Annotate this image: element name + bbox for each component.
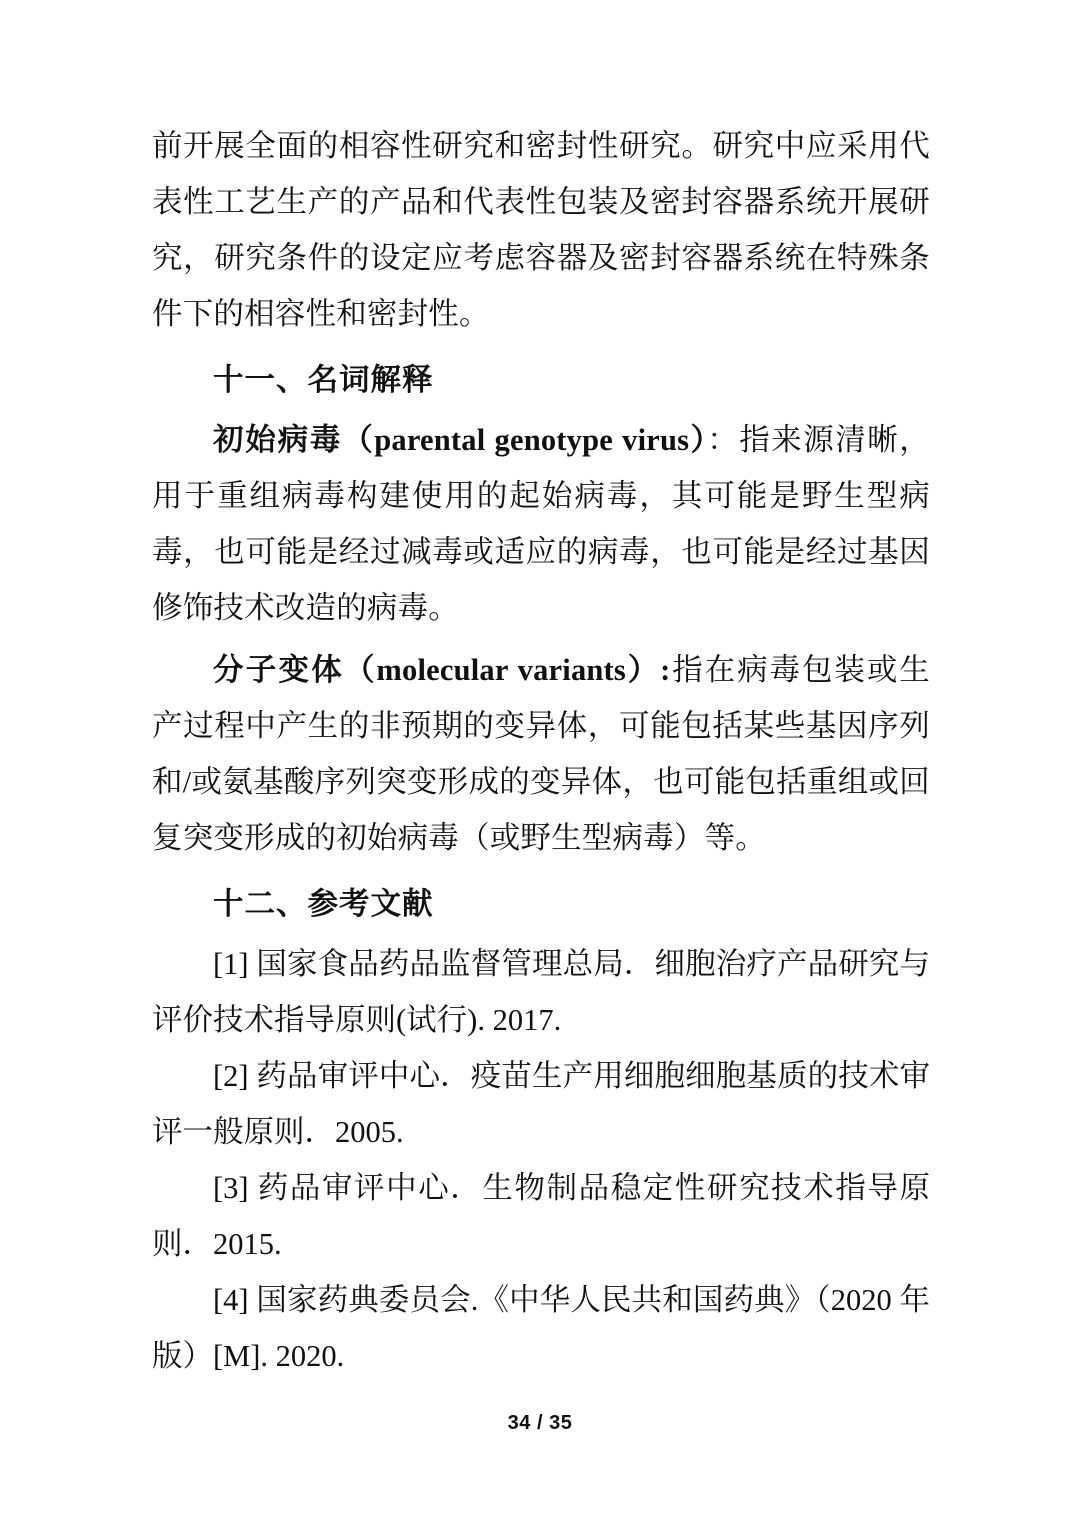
- term-name-en: （parental genotype virus）: [342, 423, 708, 457]
- reference-item: [1] 国家食品药品监督管理总局．细胞治疗产品研究与评价技术指导原则(试行). 2017.: [152, 947, 930, 1037]
- term-definition-text: 指在病毒包装或生产过程中产生的非预期的变异体，可能包括某些基因序列和/或氨基酸序列突变形成的变异体，也可能包括重组或回复突变形成的初始病毒（或野生型病毒）等。: [152, 653, 930, 855]
- reference-item: [3] 药品审评中心．生物制品稳定性研究技术指导原则．2015.: [152, 1171, 930, 1261]
- term-name-cn: 分子变体: [213, 653, 344, 687]
- reference-item: [4] 国家药典委员会.《中华人民共和国药典》（2020 年版）[M]. 2020.: [152, 1283, 930, 1373]
- term-colon: :: [660, 653, 671, 687]
- section-heading-12: 十二、参考文献: [213, 887, 434, 921]
- page-number: 34 / 35: [507, 1412, 573, 1434]
- term-colon: ：: [707, 423, 740, 457]
- section-heading-11: 十一、名词解释: [213, 363, 434, 397]
- reference-item: [2] 药品审评中心．疫苗生产用细胞细胞基质的技术审评一般原则．2005.: [152, 1059, 930, 1149]
- term-definition-text: 指来源清晰，用于重组病毒构建使用的起始病毒，其可能是野生型病毒，也可能是经过减毒或适应的病毒，也可能是经过基因修饰技术改造的病毒。: [152, 423, 930, 625]
- term-name-en: （molecular variants）: [343, 653, 661, 687]
- term-definition-molecular-variants: [152, 642, 930, 866]
- paragraph-continuation: 前开展全面的相容性研究和密封性研究。研究中应采用代表性工艺生产的产品和代表性包装及密封容器系统开展研究，研究条件的设定应考虑容器及密封容器系统在特殊条件下的相容性和密封性。: [152, 129, 930, 331]
- term-name-cn: 初始病毒: [213, 423, 343, 457]
- term-definition-parental-genotype-virus: [152, 412, 930, 636]
